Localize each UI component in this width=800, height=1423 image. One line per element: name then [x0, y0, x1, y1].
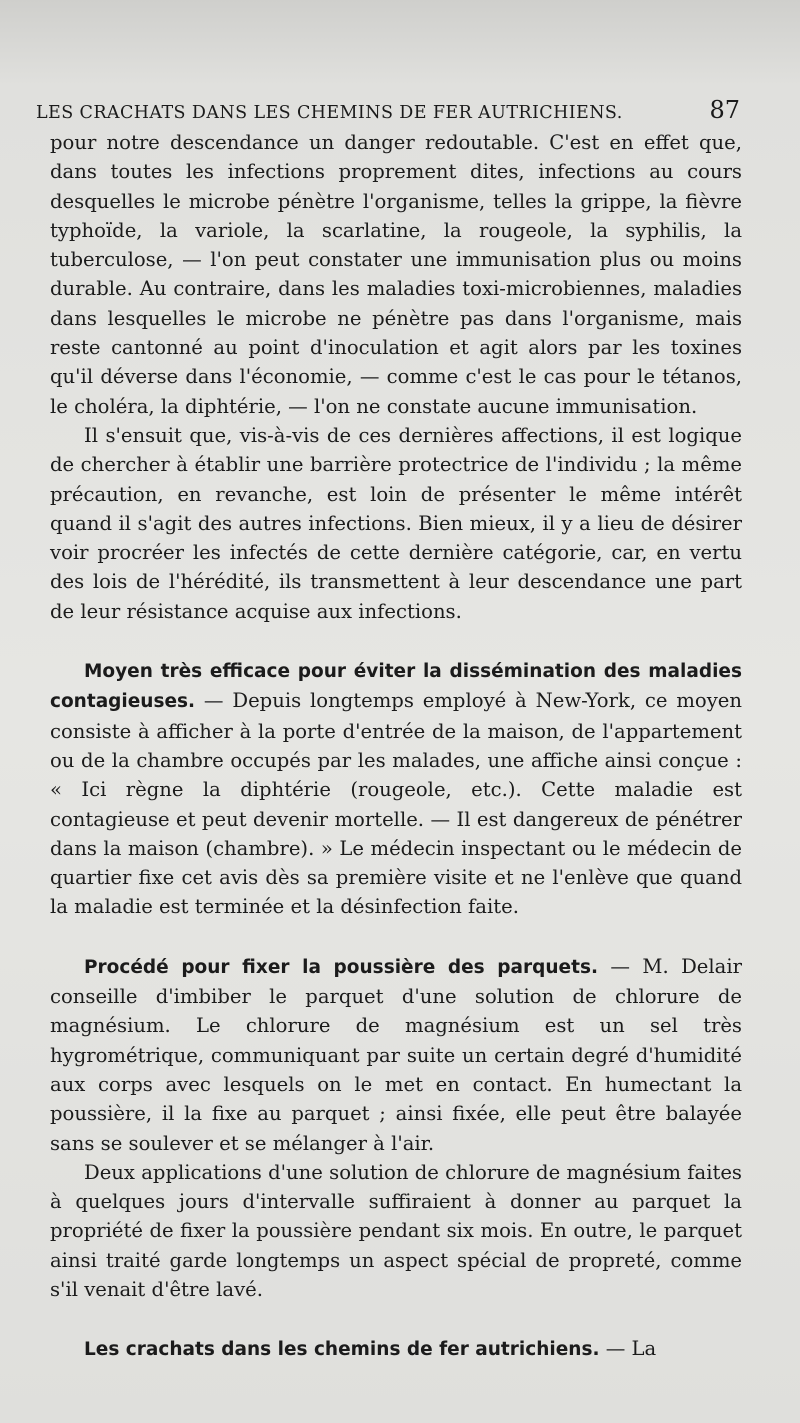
- running-title: LES CRACHATS DANS LES CHEMINS DE FER AUTRICHIENS.: [36, 103, 623, 123]
- running-head: [36, 96, 740, 126]
- section-crachats: [50, 1334, 742, 1364]
- section-spacer: [50, 1304, 742, 1334]
- section-heading-moyen: Moyen très efficace pour éviter la dissémination des maladies contagieuses.: [50, 661, 742, 713]
- paragraph-continuation: pour notre descendance un danger redoutable. C'est en effet que, dans toutes les infections proprement dites, infections au cours desquelles le microbe pénètre l'organisme, telles la grippe, la fièvre typhoïde, la variole, la scarlatine, la rougeole, la syphilis, la tuberculose, — l'on peut constater une immunisation plus ou moins durable. Au contraire, dans les maladies toxi-microbiennes, maladies dans lesquelles le microbe ne pénètre pas dans l'organisme, mais reste cantonné au point d'inoculation et agit alors par les toxines qu'il déverse dans l'économie, — comme c'est le cas pour le tétanos, le choléra, la diphtérie, — l'on ne constate aucune immunisation.: [50, 131, 742, 418]
- section-text-crachats: — La: [599, 1337, 657, 1361]
- paragraph-applications: Deux applications d'une solution de chlorure de magnésium faites à quelques jours d'intervalle suffiraient à donner au parquet la propriété de fixer la poussière pendant six mois. En outre, le parquet ainsi traité garde longtemps un aspect spécial de propreté, comme s'il venait d'être lavé.: [50, 1160, 742, 1301]
- section-spacer: [50, 922, 742, 952]
- page-number: 87: [709, 96, 740, 124]
- section-heading-procede: Procédé pour fixer la poussière des parquets.: [84, 956, 598, 978]
- body-text: [50, 128, 742, 1365]
- paragraph-immunisation: Il s'ensuit que, vis-à-vis de ces dernières affections, il est logique de chercher à établir une barrière protectrice de l'individu ; la même précaution, en revanche, est loin de présenter le même intérêt quand il s'agit des autres infections. Bien mieux, il y a lieu de désirer voir procréer les infectés de cette dernière catégorie, car, en vertu des lois de l'hérédité, ils transmettent à leur descendance une part de leur résistance acquise aux infections.: [50, 423, 742, 623]
- section-text-moyen: — Depuis longtemps employé à New-York, ce moyen consiste à afficher à la porte d'entrée de la maison, de l'appartement ou de la chambre occupés par les malades, une affiche ainsi conçue : « Ici règne la diphtérie (rougeole, etc.). Cette maladie est contagieuse et peut devenir mortelle. — Il est dangereux de pénétrer dans la maison (chambre). » Le médecin inspectant ou le médecin de quartier fixe cet avis dès sa première visite et ne l'enlève que quand la maladie est terminée et la désinfection faite.: [50, 689, 742, 919]
- section-spacer: [50, 626, 742, 656]
- section-text-procede: — M. Delair conseille d'imbiber le parquet d'une solution de chlorure de magnésium. Le chlorure de magnésium est un sel très hygrométrique, communiquant par suite un certain degré d'humidité aux corps avec lesquels on le met en contact. En humectant la poussière, il la fixe au parquet ; ainsi fixée, elle peut être balayée sans se soulever et se mélanger à l'air.: [50, 954, 742, 1155]
- section-procede: [50, 952, 742, 1158]
- section-moyen: [50, 656, 742, 922]
- section-heading-crachats: Les crachats dans les chemins de fer autrichiens.: [84, 1339, 600, 1361]
